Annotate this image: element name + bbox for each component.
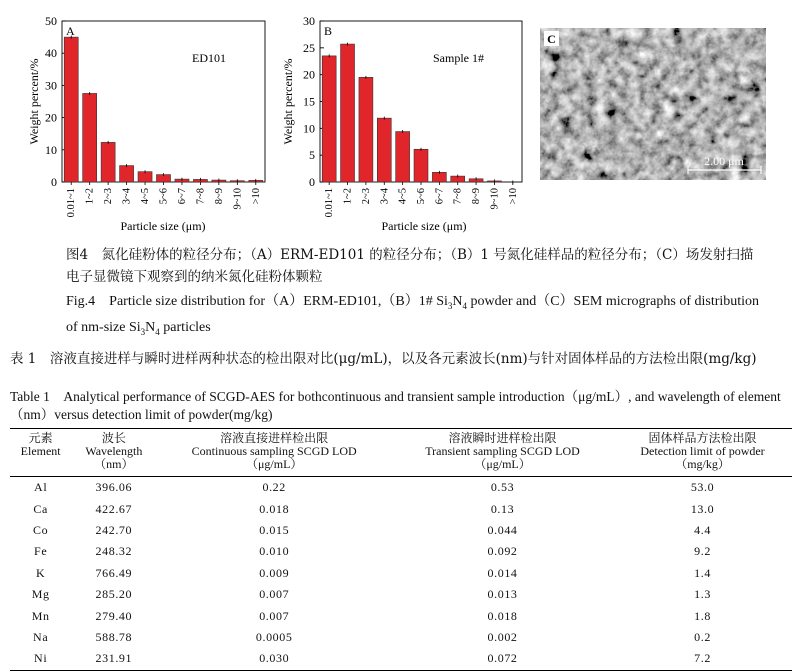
- bar: [83, 93, 97, 182]
- table-cell: 285.20: [95, 587, 133, 602]
- chart-a-particle-size: [0, 0, 280, 240]
- y-tick-label: 20: [45, 110, 57, 125]
- table-cell: 0.22: [262, 480, 286, 495]
- table-row: [10, 605, 792, 626]
- header-line: Element: [20, 444, 61, 458]
- x-axis-label: Particle size (μm): [120, 219, 206, 233]
- y-tick-label: 30: [303, 14, 315, 28]
- x-tick-label: 1~2: [342, 188, 354, 205]
- y-tick-label: 30: [45, 78, 57, 93]
- header-line: Transient sampling SCGD LOD: [425, 444, 580, 458]
- x-tick-label: 0.01~1: [324, 188, 336, 218]
- figure-caption-en: [66, 291, 766, 343]
- detection-limit-table: [10, 428, 792, 671]
- sem-panel-label: C: [547, 32, 556, 46]
- sample-label: ED101: [192, 51, 226, 65]
- y-tick-label: 20: [303, 67, 315, 82]
- bar: [322, 56, 336, 182]
- y-tick-label: 0: [309, 175, 315, 189]
- x-tick-label: 5~6: [158, 188, 170, 205]
- table-row: [10, 627, 792, 648]
- x-tick-label: >10: [250, 188, 262, 205]
- x-tick-label: 9~10: [489, 188, 501, 210]
- x-tick-label: 8~9: [471, 188, 483, 205]
- table-cell: 0.014: [487, 565, 518, 580]
- table-cell: Ca: [33, 501, 48, 516]
- table-cell: 0.030: [156, 648, 392, 670]
- table-caption-cn: 表 1 溶液直接进样与瞬时进样两种状态的检出限对比(μg/mL)，以及各元素波长(nm)与针对固体样品的方法检出限(mg/kg): [10, 351, 757, 367]
- header-line: 波长: [101, 431, 126, 445]
- x-tick-label: 1~2: [84, 188, 96, 205]
- bar: [138, 172, 152, 182]
- table-cell: 53.0: [690, 480, 715, 495]
- y-tick-label: 40: [45, 46, 57, 61]
- header-line: （μg/mL）: [245, 457, 303, 471]
- table-cell: 4.4: [694, 522, 711, 537]
- table-cell: 0.002: [487, 629, 518, 644]
- header-line: （μg/mL）: [474, 457, 531, 471]
- table-cell: 9.2: [694, 544, 711, 559]
- table-header-cell: [10, 429, 71, 477]
- table-row: [10, 584, 792, 605]
- sem-scale-label: 2.00 μm: [704, 154, 744, 168]
- bar: [359, 77, 373, 182]
- table-cell: 231.91: [71, 648, 156, 670]
- panel-label: B: [324, 24, 333, 38]
- table-cell: 0.015: [259, 522, 290, 537]
- x-tick-label: 3~4: [379, 188, 391, 205]
- table-cell: 0.072: [392, 648, 613, 670]
- table-cell: K: [36, 565, 46, 580]
- table-cell: 1.8: [694, 608, 711, 623]
- caption-en-part3: particles: [159, 319, 211, 335]
- table-cell: 248.32: [95, 544, 133, 559]
- table-header-cell: [71, 429, 156, 477]
- formula-subscript: 3: [447, 300, 453, 311]
- y-tick-label: 10: [303, 121, 315, 136]
- header-line: 元素: [28, 431, 53, 445]
- table-row: [10, 498, 792, 519]
- table-header-cell: [156, 429, 392, 477]
- chart-b-particle-size: [270, 0, 540, 240]
- bar: [120, 166, 134, 182]
- bar: [414, 149, 428, 182]
- bar: [101, 142, 115, 182]
- table-cell: Mn: [31, 608, 50, 623]
- figure-caption-cn: 图4 氮化硅粉体的粒径分布；（A）ERM-ED101 的粒径分布；（B）1 号氮化硅样品的粒径分布；（C）场发射扫描电子显微镜下观察到的纳米氮化硅粉体颗粒: [66, 247, 754, 285]
- panel-label: A: [66, 24, 75, 38]
- x-tick-label: 5~6: [416, 188, 427, 205]
- table-cell: 242.70: [95, 522, 133, 537]
- y-axis-label: Weight percent/%: [27, 58, 41, 145]
- table-row: [10, 648, 792, 670]
- x-axis-label: Particle size (μm): [381, 219, 467, 233]
- formula-subscript: 4: [462, 300, 468, 311]
- y-tick-label: 15: [303, 94, 315, 109]
- x-tick-label: 6~7: [434, 188, 446, 205]
- formula-subscript: 4: [155, 326, 160, 337]
- header-line: （mg/kg）: [675, 457, 730, 471]
- bar: [377, 118, 391, 182]
- table-cell: 1.4: [694, 565, 711, 580]
- table-cell: 0.018: [487, 608, 518, 623]
- table-cell: 1.3: [694, 587, 711, 602]
- y-tick-label: 5: [309, 148, 315, 163]
- x-tick-label: 2~3: [103, 188, 115, 205]
- bar: [396, 132, 410, 182]
- table-cell: Ni: [10, 648, 71, 670]
- table-cell: 396.06: [95, 480, 133, 495]
- x-tick-label: 7~8: [452, 188, 464, 205]
- y-tick-label: 10: [45, 142, 57, 157]
- table-row: [10, 541, 792, 562]
- x-tick-label: 0.01~1: [66, 188, 78, 218]
- table-cell: 422.67: [95, 501, 133, 516]
- y-tick-label: 0: [51, 175, 57, 189]
- header-line: 溶液瞬时进样检出限: [448, 431, 557, 445]
- formula-si3n4: $Si_3N_4$: [436, 294, 468, 311]
- bar: [341, 44, 355, 182]
- formula-si3n4-2: $Si_3N_4$: [128, 319, 160, 337]
- x-tick-label: >10: [507, 188, 519, 205]
- table-cell: 0.007: [259, 608, 290, 623]
- x-tick-label: 8~9: [213, 188, 225, 205]
- caption-en-part1: Fig.4 Particle size distribution for（A）ERM-ED101,（B）1#: [66, 294, 437, 309]
- sem-micrograph: [540, 28, 766, 180]
- bar: [64, 37, 78, 182]
- table-cell: Co: [33, 522, 49, 537]
- formula-subscript: 3: [140, 326, 146, 337]
- table-cell: 0.044: [487, 522, 518, 537]
- table-cell: 0.53: [490, 480, 515, 495]
- table-cell: 7.2: [613, 648, 792, 670]
- header-line: Wavelength: [85, 444, 143, 458]
- y-axis-label: Weight percent/%: [281, 58, 295, 145]
- table-cell: 0.010: [259, 544, 290, 559]
- table-cell: 279.40: [95, 608, 133, 623]
- table-cell: 0.2: [694, 629, 711, 644]
- x-tick-label: 7~8: [195, 188, 207, 205]
- header-line: （nm）: [94, 457, 134, 471]
- table-cell: Fe: [34, 544, 48, 559]
- header-line: Detection limit of powder: [640, 444, 765, 458]
- table-cell: 0.013: [487, 587, 518, 602]
- table-cell: 588.78: [95, 629, 133, 644]
- table-header-row: [10, 429, 792, 477]
- x-tick-label: 9~10: [232, 188, 244, 210]
- table-cell: Mg: [31, 587, 50, 602]
- x-tick-label: 4~5: [397, 188, 409, 205]
- sample-label: Sample 1#: [433, 51, 484, 65]
- table-row: [10, 477, 792, 499]
- caption-en-part2: powder and（C）SEM micrographs of distribution of nm-size: [66, 294, 760, 335]
- header-line: Continuous sampling SCGD LOD: [191, 444, 357, 458]
- table-cell: 0.0005: [255, 629, 293, 644]
- table-cell: 0.092: [487, 544, 518, 559]
- x-tick-label: 6~7: [176, 188, 188, 205]
- y-tick-label: 25: [303, 40, 315, 55]
- x-tick-label: 4~5: [140, 188, 152, 205]
- table-row: [10, 563, 792, 584]
- table-cell: 0.13: [490, 501, 515, 516]
- table-header-cell: [613, 429, 792, 477]
- table-cell: 0.009: [259, 565, 290, 580]
- x-tick-label: 3~4: [121, 188, 133, 205]
- table-cell: 766.49: [95, 565, 133, 580]
- sem-texture: [540, 28, 766, 180]
- table-cell: 0.007: [259, 587, 290, 602]
- table-cell: Al: [34, 480, 48, 495]
- x-tick-label: 2~3: [360, 188, 372, 205]
- table-cell: Na: [33, 629, 49, 644]
- table-cell: 13.0: [690, 501, 715, 516]
- table-body: [10, 477, 792, 671]
- y-tick-label: 50: [45, 14, 57, 28]
- table-caption-en: Table 1 Analytical performance of SCGD-AES for bothcontinuous and transient sample introduction（μg/mL）, and wavelength of element（nm）versus detection limit of powder(mg/kg): [10, 389, 781, 422]
- table-header-cell: [392, 429, 613, 477]
- header-line: 固体样品方法检出限: [648, 431, 757, 445]
- table-cell: 0.018: [259, 501, 290, 516]
- table-row: [10, 520, 792, 541]
- header-line: 溶液直接进样检出限: [220, 431, 329, 445]
